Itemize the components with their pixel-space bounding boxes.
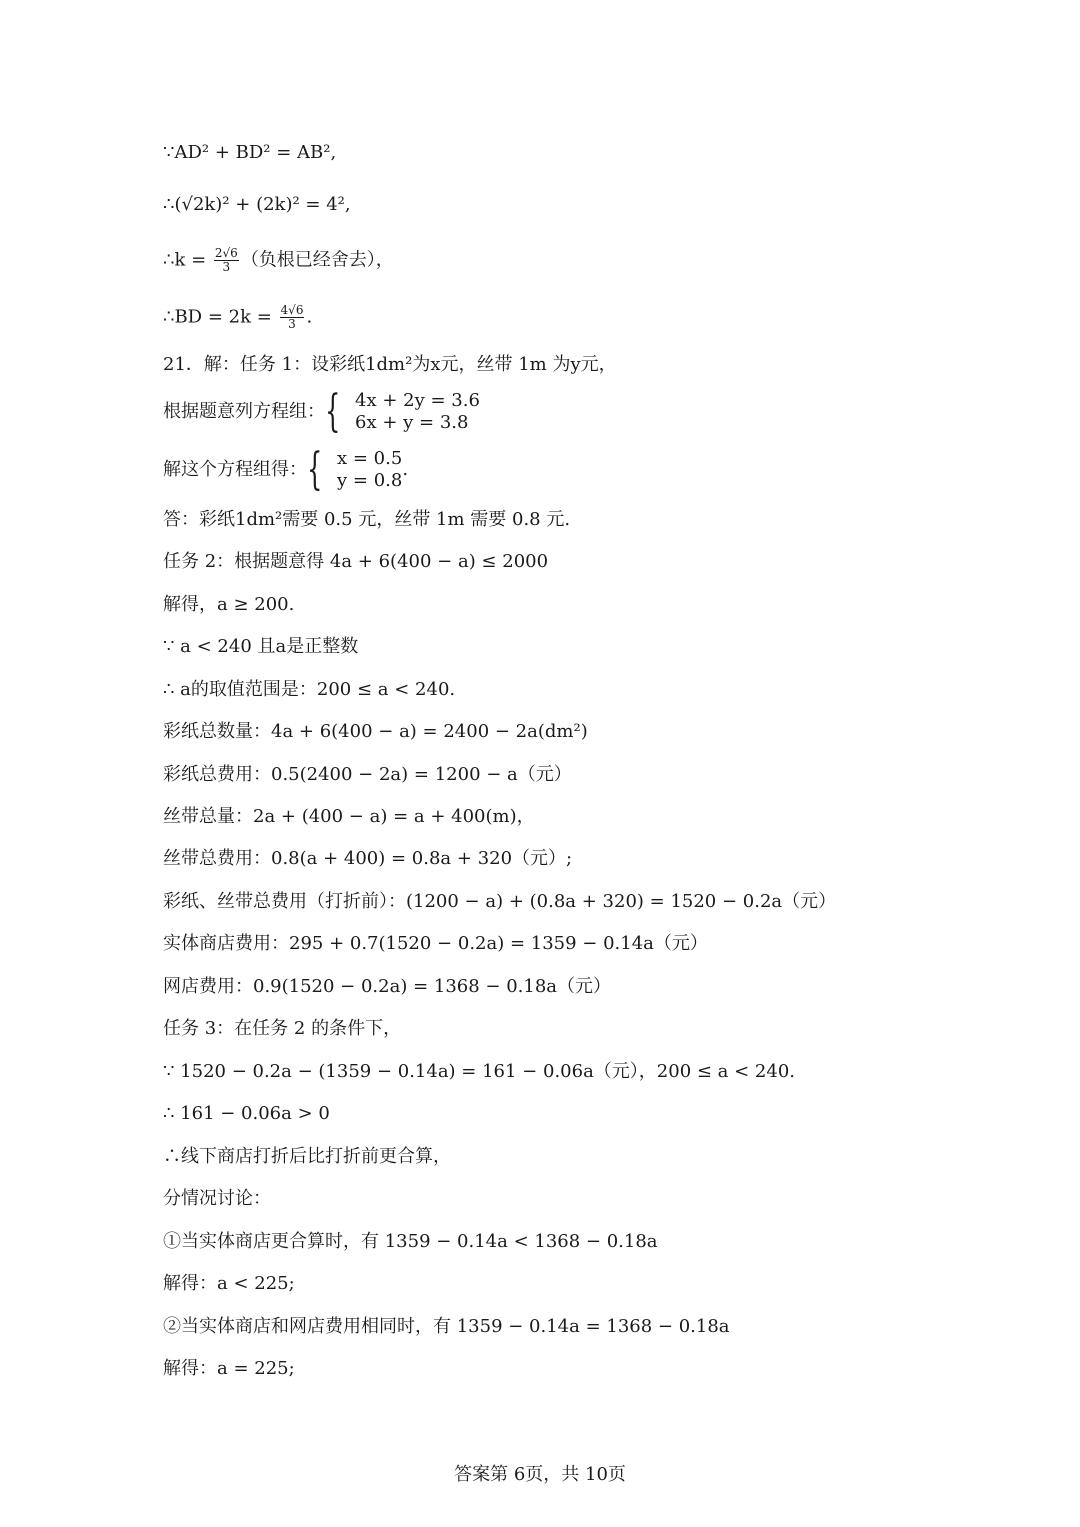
- equation-1: 4x + 2y = 3.6: [355, 390, 480, 411]
- ribbon-total-quantity: 丝带总量：2a + (400 − a) = a + 400(m)，: [163, 806, 535, 827]
- task3-difference: ∵ 1520 − 0.2a − (1359 − 0.14a) = 161 − 0.06a（元），200 ≤ a < 240.: [163, 1061, 796, 1082]
- solution-end: .: [402, 459, 409, 480]
- fraction-numerator: 4√6: [280, 303, 304, 317]
- solution-x: x = 0.5: [337, 448, 403, 469]
- task1-answer: 答：彩纸1dm²需要 0.5 元，丝带 1m 需要 0.8 元.: [163, 509, 571, 530]
- proof-line-3: [163, 247, 394, 274]
- task3-heading: 任务 3：在任务 2 的条件下，: [163, 1018, 402, 1039]
- fraction-denominator: 3: [222, 260, 231, 274]
- fraction: [214, 247, 239, 274]
- solution-y: y = 0.8: [337, 470, 403, 491]
- solution-system-line: [163, 444, 409, 495]
- solution-system: [337, 448, 402, 492]
- equation-2: 6x + y = 3.8: [355, 412, 469, 433]
- task3-positive: ∴ 161 − 0.06a > 0: [163, 1103, 330, 1124]
- proof-line-3-note: （负根已经舍去），: [240, 249, 394, 271]
- task2-condition: ∵ a < 240 且a是正整数: [163, 636, 359, 657]
- proof-line-4: [163, 304, 312, 331]
- case-2: ②当实体商店和网店费用相同时，有 1359 − 0.14a = 1368 − 0.18a: [163, 1316, 730, 1337]
- page-footer: 答案第 6页，共 10页: [454, 1464, 626, 1485]
- proof-line-4-prefix: ∴BD = 2k =: [163, 306, 278, 328]
- task2-range: ∴ a的取值范围是：200 ≤ a < 240.: [163, 679, 456, 700]
- total-cost-before-discount: 彩纸、丝带总费用（打折前）：(1200 − a) + (0.8a + 320) = 1520 − 0.2a（元）: [163, 891, 837, 912]
- task2-solution: 解得，a ≥ 200.: [163, 594, 295, 615]
- equation-system-label: 根据题意列方程组：: [163, 401, 325, 422]
- ribbon-total-cost: 丝带总费用：0.8(a + 400) = 0.8a + 320（元）;: [163, 848, 573, 869]
- case-1: ①当实体商店更合算时，有 1359 − 0.14a < 1368 − 0.18a: [163, 1231, 658, 1252]
- left-brace: {: [307, 444, 323, 495]
- online-store-cost: 网店费用：0.9(1520 − 0.2a) = 1368 − 0.18a（元）: [163, 976, 612, 997]
- physical-store-cost: 实体商店费用：295 + 0.7(1520 − 0.2a) = 1359 − 0.14a（元）: [163, 933, 708, 954]
- left-brace: {: [325, 386, 341, 437]
- proof-line-4-end: .: [306, 306, 313, 328]
- proof-line-3-prefix: ∴k =: [163, 249, 212, 271]
- fraction-numerator: 2√6: [214, 246, 238, 260]
- equation-system-line: [163, 386, 480, 437]
- q21-intro: 21．解：任务 1：设彩纸1dm²为x元，丝带 1m 为y元，: [163, 354, 617, 375]
- equation-system: [355, 390, 480, 434]
- task3-conclusion: ∴线下商店打折后比打折前更合算，: [163, 1146, 451, 1167]
- solution-label: 解这个方程组得：: [163, 459, 307, 480]
- paper-total-quantity: 彩纸总数量：4a + 6(400 − a) = 2400 − 2a(dm²): [163, 721, 588, 742]
- proof-line-1: ∵AD² + BD² = AB²,: [163, 142, 337, 163]
- paper-total-cost: 彩纸总费用：0.5(2400 − 2a) = 1200 − a（元）: [163, 764, 572, 785]
- case-discussion-heading: 分情况讨论：: [163, 1188, 271, 1209]
- case-2-solution: 解得：a = 225;: [163, 1358, 295, 1379]
- fraction: [280, 304, 305, 331]
- task2-inequality: 任务 2：根据题意得 4a + 6(400 − a) ≤ 2000: [163, 551, 549, 572]
- fraction-denominator: 3: [288, 317, 296, 331]
- case-1-solution: 解得：a < 225;: [163, 1273, 295, 1294]
- proof-line-2: ∴(√2k)² + (2k)² = 4²,: [163, 194, 351, 215]
